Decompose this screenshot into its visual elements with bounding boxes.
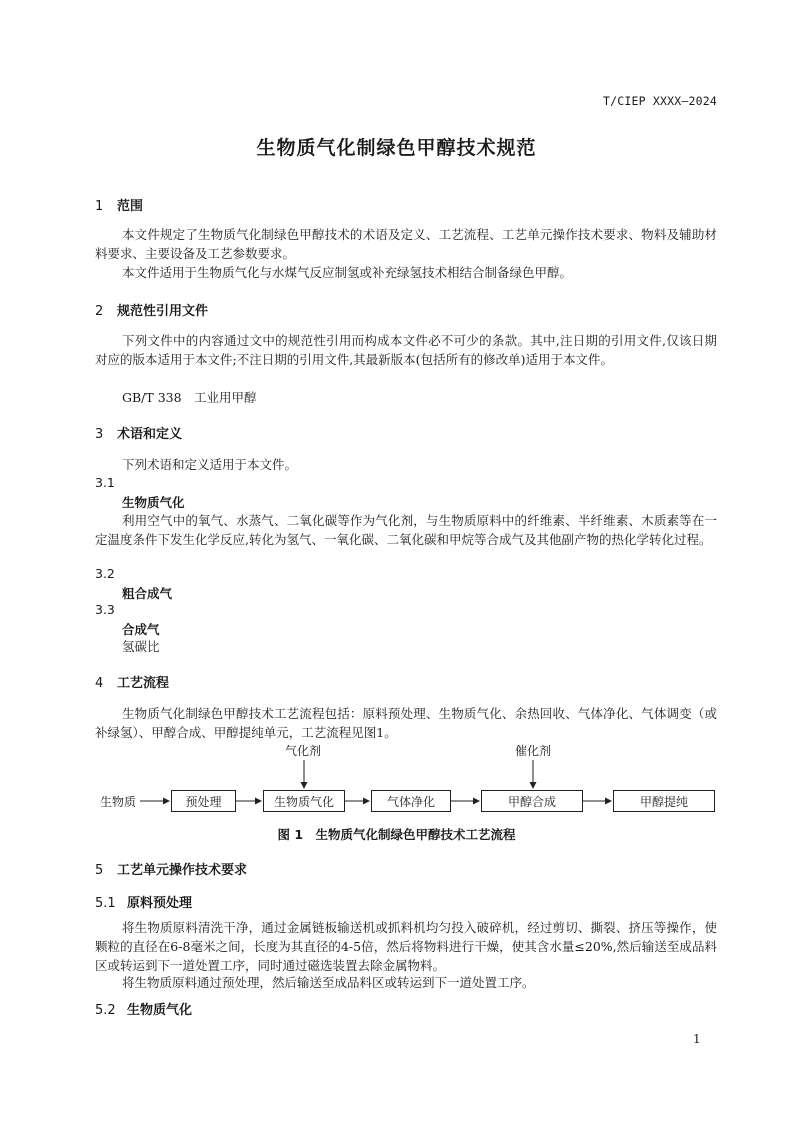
section-title: 范围 xyxy=(117,199,144,214)
section-number: 2 xyxy=(95,304,104,319)
section-title: 工艺流程 xyxy=(117,676,170,691)
paragraph: 生物质气化制绿色甲醇技术工艺流程包括：原料预处理、生物质气化、余热回收、气体净化、气体调变（或补绿氢）、甲醇合成、甲醇提纯单元，工艺流程见图1。 xyxy=(95,706,717,740)
section-title: 工艺单元操作技术要求 xyxy=(117,863,248,878)
section-4-heading xyxy=(95,672,169,691)
term-definition: 氢碳比 xyxy=(122,639,160,654)
section-2-heading xyxy=(95,300,208,319)
term-title: 生物质气化 xyxy=(122,495,185,510)
paragraph: 将生物质原料通过预处理，然后输送至成品料区或转运到下一道处置工序。 xyxy=(122,975,535,990)
paragraph: 本文件规定了生物质气化制绿色甲醇技术的术语及定义、工艺流程、工艺单元操作技术要求、物料及辅助材料要求、主要设备及工艺参数要求。 xyxy=(95,227,717,261)
section-5-heading xyxy=(95,859,247,878)
flow-box-gasification: 生物质气化 xyxy=(263,790,345,812)
term-definition: 利用空气中的氧气、水蒸气、二氧化碳等作为气化剂，与生物质原料中的纤维素、半纤维素、木质素等在一定温度条件下发生化学反应,转化为氢气、一氧化碳、二氧化碳和甲烷等合成气及其他副产物的热化学转化过程。 xyxy=(95,513,717,547)
subsection-number: 5.1 xyxy=(95,896,116,911)
paragraph: 下列术语和定义适用于本文件。 xyxy=(122,457,298,472)
flow-input-label: 生物质 xyxy=(100,795,137,809)
page-number: 1 xyxy=(693,1032,701,1046)
flow-box-methanol-synthesis: 甲醇合成 xyxy=(481,790,583,812)
section-number: 3 xyxy=(95,427,104,442)
flow-box-methanol-purification: 甲醇提纯 xyxy=(613,790,715,812)
document-title: 生物质气化制绿色甲醇技术规范 xyxy=(256,137,537,159)
term-title: 合成气 xyxy=(122,622,160,637)
figure-caption: 图 1 生物质气化制绿色甲醇技术工艺流程 xyxy=(277,827,516,842)
flow-box-gas-purification: 气体净化 xyxy=(371,790,451,812)
term-number: 3.3 xyxy=(95,602,115,617)
section-1-heading xyxy=(95,195,143,214)
flow-box-pretreatment: 预处理 xyxy=(171,790,236,812)
subsection-5-1-heading xyxy=(95,892,192,911)
section-title: 术语和定义 xyxy=(117,427,183,442)
gasifying-agent-label: 气化剂 xyxy=(285,744,322,758)
paragraph: 本文件适用于生物质气化与水煤气反应制氢或补充绿氢技术相结合制备绿色甲醇。 xyxy=(122,265,573,280)
term-title: 粗合成气 xyxy=(122,586,173,601)
section-number: 4 xyxy=(95,676,104,691)
catalyst-label: 催化剂 xyxy=(515,744,552,758)
paragraph: 下列文件中的内容通过文中的规范性引用而构成本文件必不可少的条款。其中,注日期的引用文件,仅该日期对应的版本适用于本文件;不注日期的引用文件,其最新版本(包括所有的修改单)适用于本文件。 xyxy=(95,333,717,367)
section-title: 规范性引用文件 xyxy=(117,304,209,319)
section-3-heading xyxy=(95,423,182,442)
section-number: 5 xyxy=(95,863,104,878)
normative-reference: GB/T 338 工业用甲醇 xyxy=(122,390,257,405)
section-number: 1 xyxy=(95,199,104,214)
subsection-title: 原料预处理 xyxy=(127,896,193,911)
paragraph: 将生物质原料清洗干净，通过金属链板输送机或抓料机均匀投入破碎机，经过剪切、撕裂、挤压等操作，使颗粒的直径在6-8毫米之间，长度为其直径的4-5倍，然后将物料进行干燥，使其含水量≤20%,然后输送至成品料区或转运到下一道处置工序，同时通过磁选装置去除金属物料。 xyxy=(95,920,717,973)
document-code: T/CIEP XXXX—2024 xyxy=(603,94,717,108)
term-number: 3.1 xyxy=(95,475,115,490)
subsection-5-2-heading xyxy=(95,999,192,1018)
term-number: 3.2 xyxy=(95,566,115,581)
process-flow-diagram xyxy=(95,740,718,820)
subsection-title: 生物质气化 xyxy=(127,1003,193,1018)
subsection-number: 5.2 xyxy=(95,1003,116,1018)
